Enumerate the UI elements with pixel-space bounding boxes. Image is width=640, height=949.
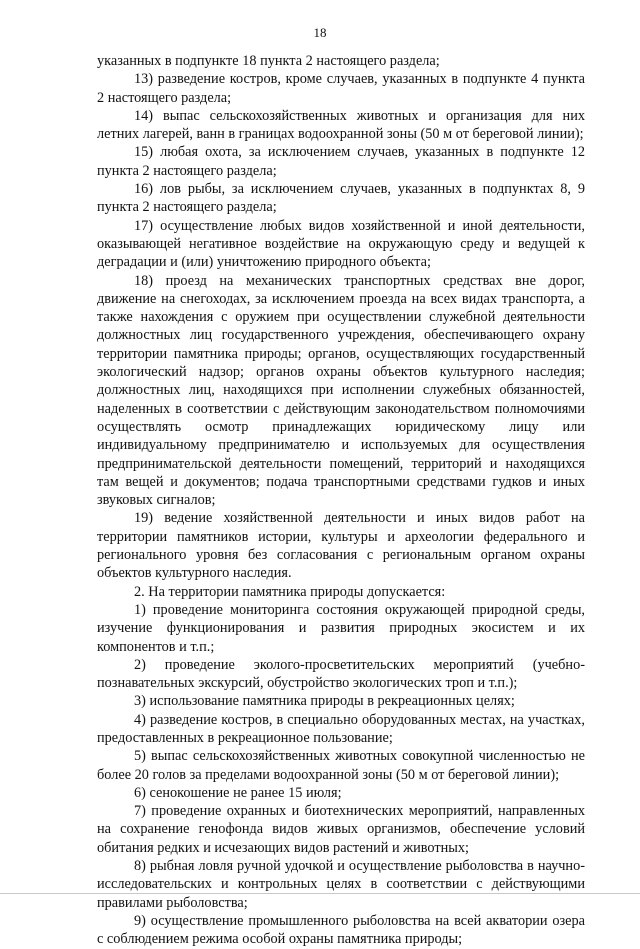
allowed-item-5: 5) выпас сельскохозяйственных животных совокупной численностью не более 20 голов за пределами водоохранной зоны (50 м от береговой линии); <box>97 748 585 783</box>
section-heading-2: 2. На территории памятника природы допускается: <box>134 583 446 600</box>
paragraph-item-19: 19) ведение хозяйственной деятельности и иных видов работ на территории памятников истории, культуры и археологии федерального и регионального уровня без согласования с региональным органом охраны объектов культурного наследия. <box>97 510 585 582</box>
allowed-item-2: 2) проведение эколого-просветительских мероприятий (учебно-познавательных экскурсий, обустройство экологических троп и т.п.); <box>97 656 585 692</box>
paragraph-continuation: указанных в подпункте 18 пункта 2 настоящего раздела; <box>97 53 440 69</box>
allowed-item-9: 9) осуществление промышленного рыболовства на всей акватории озера с соблюдением режима особой охраны памятника природы; <box>97 912 585 948</box>
allowed-item-4: 4) разведение костров, в специально оборудованных местах, на участках, предоставленных в рекреационное пользование; <box>97 711 585 746</box>
allowed-item-3: 3) использование памятника природы в рекреационных целях; <box>134 693 515 710</box>
page-number: 18 <box>313 25 327 40</box>
scan-edge-divider <box>0 893 640 894</box>
paragraph-item-16: 16) лов рыбы, за исключением случаев, указанных в подпунктах 8, 9 пункта 2 настоящего раздела; <box>97 181 585 216</box>
allowed-item-7: 7) проведение охранных и биотехнических мероприятий, направленных на сохранение генофонда видов живых организмов, обеспечение условий обитания редких и исчезающих видов растений и животных; <box>97 803 585 856</box>
paragraph-item-13: 13) разведение костров, кроме случаев, указанных в подпункте 4 пункта 2 настоящего раздела; <box>97 71 585 106</box>
allowed-item-6: 6) сенокошение не ранее 15 июля; <box>134 784 342 801</box>
paragraph-item-17: 17) осуществление любых видов хозяйственной и иной деятельности, оказывающей негативное воздействие на окружающую среду и ведущей к деградации и (или) уничтожению природного объекта; <box>97 217 585 271</box>
allowed-item-8: 8) рыбная ловля ручной удочкой и осуществление рыболовства в научно-исследовательских и контрольных целях в соответствии с действующими правилами рыболовства; <box>97 858 585 911</box>
document-body <box>97 52 585 949</box>
paragraph-item-18: 18) проезд на механических транспортных средствах вне дорог, движение на снегоходах, за исключением проезда на всех видах транспорта, а также нахождения с оружием при осуществлении служебной деятельности должностных лиц государственного учреждения, обеспечивающего охрану территории памятника природы; органов, осуществляющих государственный экологический надзор; органов охраны объектов культурного наследия; должностных лиц, находящихся при исполнении служебных обязанностей, наделенных в соответствии с действующим законодательством полномочиями осуществлять осмотр принадлежащих юридическому лицу или индивидуальному предпринимателю и используемых для осуществления предпринимательской деятельности помещений, территорий и находящихся там вещей и документов; подача транспортными средствами гудков и иных звуковых сигналов; <box>97 272 585 509</box>
paragraph-item-14: 14) выпас сельскохозяйственных животных и организация для них летних лагерей, ванн в границах водоохранной зоны (50 м от береговой линии); <box>97 107 585 143</box>
allowed-item-1: 1) проведение мониторинга состояния окружающей природной среды, изучение функционирования и развития природных экосистем и их компонентов и т.п.; <box>97 601 585 655</box>
paragraph-item-15: 15) любая охота, за исключением случаев, указанных в подпункте 12 пункта 2 настоящего раздела; <box>97 144 585 179</box>
